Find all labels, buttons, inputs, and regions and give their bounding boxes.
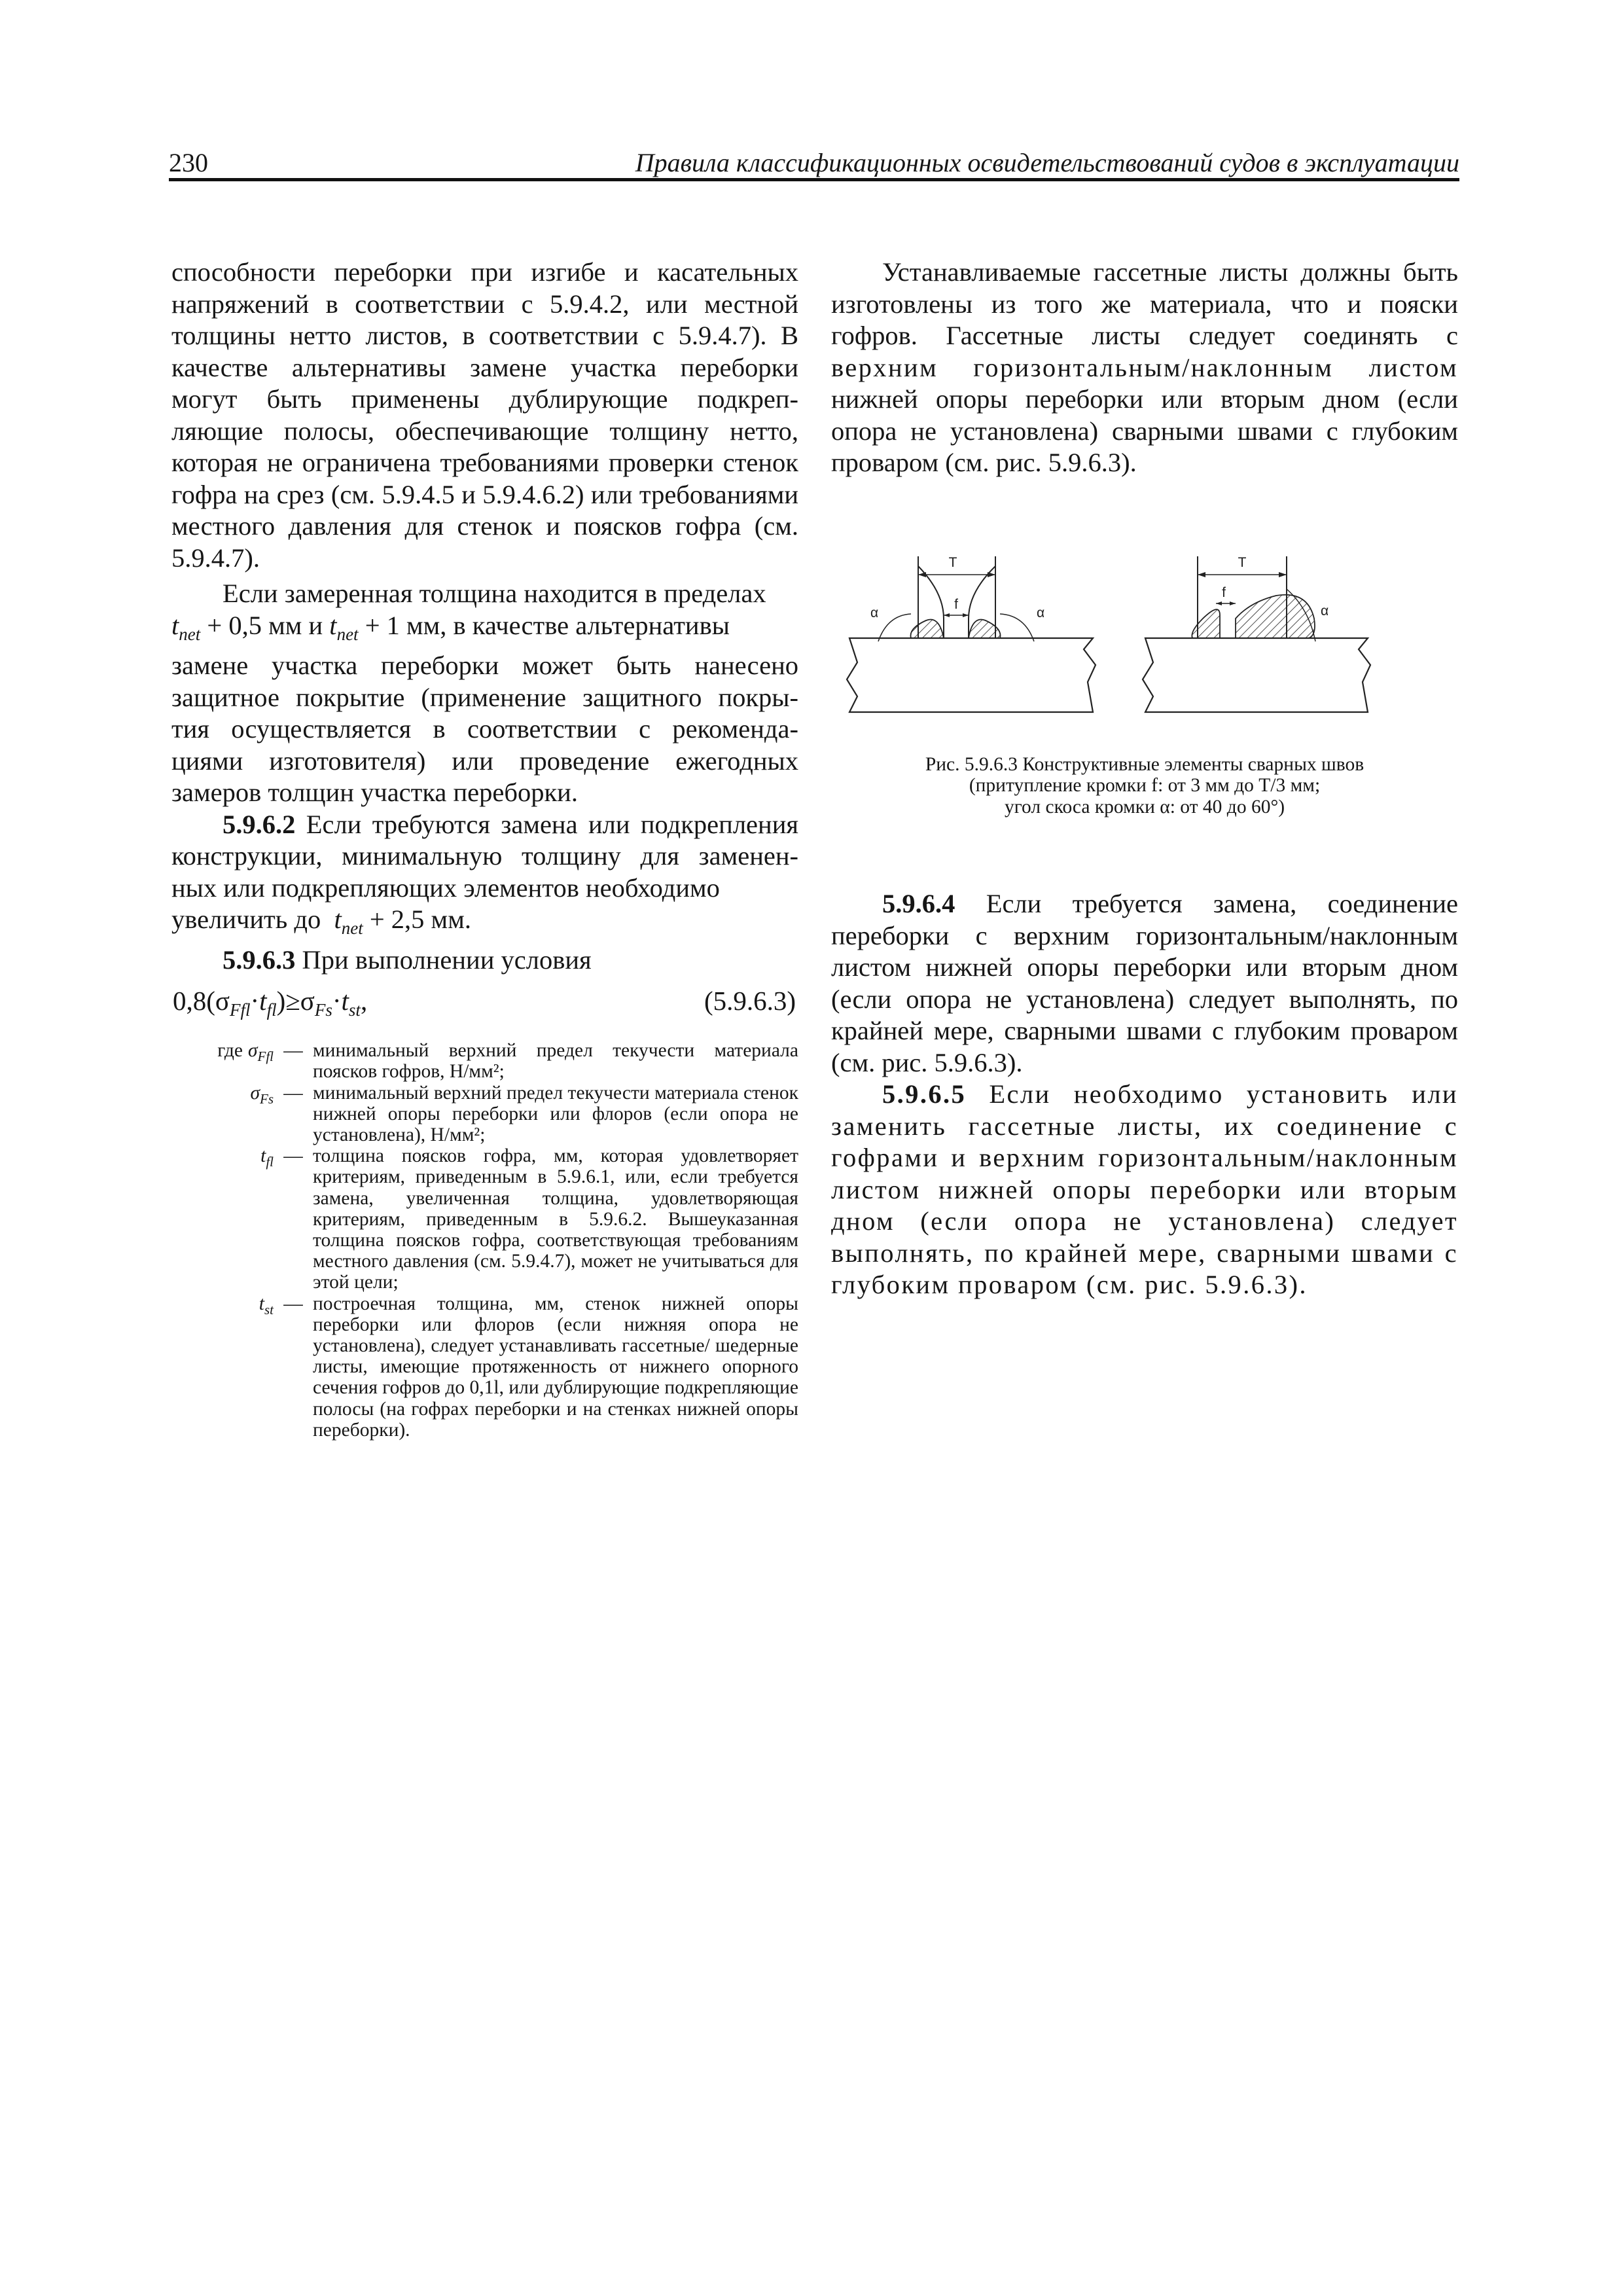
text-line: для этой цели;: [313, 1251, 798, 1293]
text-line: шедерные листы, имеющие протяженность от нижнего: [313, 1335, 799, 1378]
text-line: крайней мере, сварными швами с глубоким проваром: [831, 1016, 1458, 1045]
text-line: тия осуществляется в соответствии с рекоменда-: [171, 714, 798, 744]
definition-symbol: [171, 1145, 274, 1172]
weld-bead-left: [910, 619, 944, 637]
label-f: f: [954, 596, 958, 612]
header-rule: [169, 178, 1459, 181]
figure-weld-details: [831, 504, 1458, 753]
text-line: ляющие полосы, обеспечивающие толщину нетто,: [171, 416, 798, 446]
symbol-sub: net: [179, 624, 201, 644]
arrow-left: [1198, 572, 1205, 577]
caption-line: угол скоса кромки α: от 40 до 60°): [1004, 796, 1285, 817]
text-line: заменить гассетные листы, их соединение с: [831, 1111, 1458, 1141]
text-line: стенок нижней опоры переборки или флоров (если: [313, 1082, 798, 1124]
text-fragment: увеличить до: [171, 905, 321, 935]
definition-dash: —: [283, 1082, 303, 1103]
section-number: 5.9.6.3: [223, 944, 296, 975]
symbol: t: [259, 1293, 264, 1314]
text-line: замеров толщин участка переборки.: [171, 778, 578, 808]
paragraph-5-9-6-4: [831, 888, 1458, 1079]
symbol-sub: st: [264, 1301, 274, 1318]
definition-row: [171, 1145, 798, 1293]
caption-line: Рис. 5.9.6.3 Конструктивные элементы сварных швов: [925, 753, 1364, 775]
definition-text: [313, 1293, 798, 1441]
text-line: (если опора не установлена) следует выполнять, по: [831, 984, 1458, 1014]
text-line: Если требуются замена или подкрепления: [306, 809, 798, 839]
text-line: листом нижней опоры переборки или вторым дном: [831, 1174, 1458, 1236]
symbol-t: t: [171, 610, 179, 640]
text-line: ных или подкрепляющих элементов необходимо: [171, 872, 720, 903]
paragraph-continuation: [171, 257, 798, 574]
arrow-right: [1230, 601, 1236, 605]
formula-part: ·: [332, 986, 342, 1016]
paragraph-protective-coating: [171, 578, 798, 809]
text-line: циями изготовителя) или проведение ежегодных: [171, 745, 798, 776]
formula-symbol: t: [259, 986, 267, 1016]
text-line: которая не ограничена требованиями проверки: [171, 448, 714, 477]
symbol-sub: net: [341, 918, 363, 939]
weld-bead-small: [1192, 609, 1220, 638]
text-line: минимальный верхний предел текучести материала: [313, 1040, 798, 1062]
text-line: установлена), следует устанавливать гассетные/: [313, 1335, 710, 1357]
figure-caption: [831, 754, 1458, 818]
base-plate: [847, 638, 1096, 712]
section-number: 5.9.6.5: [882, 1079, 967, 1109]
formula-definitions: [171, 1040, 798, 1441]
text-line: минимальный верхний предел текучести материала: [313, 1082, 739, 1103]
definition-row: [171, 1040, 798, 1082]
weld-bead-large: [1236, 594, 1315, 637]
formula-symbol: t: [341, 986, 349, 1016]
formula-sub: Fs: [314, 1000, 332, 1020]
formula-number: (5.9.6.3): [704, 986, 796, 1016]
symbol: σ: [247, 1040, 258, 1062]
page-number: 230: [169, 148, 208, 177]
text-line: подкрепляющие полосы (на гофрах переборки и на: [313, 1377, 799, 1420]
symbol-sub: Ffl: [257, 1049, 274, 1065]
text-line: местного давления (см. 5.9.4.7), может не учитываться: [313, 1251, 765, 1272]
definition-symbol: [171, 1083, 274, 1109]
definition-row: [171, 1293, 798, 1441]
text-line: Если замеренная толщина находится в пределах: [223, 579, 766, 608]
weld-detail-double-bevel: [847, 555, 1096, 712]
symbol-sub: Fs: [260, 1090, 274, 1107]
where-label: где: [217, 1040, 243, 1062]
formula-part: ,: [360, 986, 368, 1016]
text-line: толщина поясков гофра, соответствующая требованиям: [313, 1230, 798, 1251]
text-line: требованиями местного давления для стенок и: [171, 479, 799, 541]
label-T: T: [948, 554, 957, 570]
text-line: защитное покрытие (применение защитного покры-: [171, 682, 798, 712]
symbol-sub: fl: [266, 1154, 274, 1170]
running-title: Правила классификационных освидетельствований судов в эксплуатации: [635, 148, 1459, 177]
text-fragment: + 0,5 мм и: [207, 610, 323, 640]
text-line: (см. рис. 5.9.6.3).: [1086, 1270, 1308, 1299]
page-header: [169, 143, 1459, 183]
arrow-left: [918, 572, 926, 577]
formula-5-9-6-3: [171, 985, 798, 1026]
paragraph-5-9-6-3: [171, 944, 798, 977]
text-fragment: + 1 мм, в качестве альтернативы: [365, 610, 730, 640]
text-line: листом нижней опоры переборки или вторым дном: [831, 952, 1458, 982]
symbol: t: [260, 1145, 266, 1167]
text-fragment: + 2,5 мм.: [369, 905, 471, 935]
text-line: нижней опоры переборки или вторым дном (если: [831, 384, 1458, 414]
formula-part: 0,8(σ: [173, 986, 230, 1016]
formula-part: ·: [250, 986, 260, 1016]
text-line: (см. рис. 5.9.6.3).: [831, 1047, 1023, 1077]
label-alpha: α: [1037, 605, 1045, 620]
text-line: опорного сечения гофров до 0,1l, или дублирующие: [313, 1356, 799, 1399]
angle-arc: [878, 614, 911, 641]
text-line: толщины нетто листов, в соответствии с 5.9.4.7).: [171, 321, 767, 350]
arrow-right: [963, 613, 969, 617]
definition-text: [313, 1083, 798, 1146]
text-line: верхним горизонтальным/наклонным листом: [831, 352, 1458, 382]
text-line: способности переборки при изгибе и касательных: [171, 257, 798, 287]
symbol: σ: [250, 1082, 260, 1103]
formula-part: )≥σ: [276, 986, 315, 1016]
text-line: переборки или флоров (если нижняя опора не: [313, 1314, 798, 1335]
text-line: опора не установлена), Н/мм²;: [313, 1103, 798, 1145]
text-line: опора не установлена) сварными швами с глубоким: [831, 416, 1458, 446]
text-line: стенок гофра на срез (см. 5.9.4.5 и 5.9.4.6.2) или: [171, 448, 798, 509]
arrow-left: [1216, 601, 1222, 605]
paragraph-5-9-6-2: [171, 809, 798, 944]
text-line: гофров. Гассетные листы следует соединять с: [831, 321, 1458, 350]
definition-symbol: [171, 1040, 274, 1067]
text-line: крайней мере, сварными швами с глубоким проваром: [831, 1238, 1458, 1299]
text-line: построечная толщина, мм, стенок нижней опоры: [313, 1293, 798, 1314]
text-line: толщина поясков гофра, мм, которая удовлетворяет: [313, 1145, 798, 1167]
caption-line: (притупление кромки f: от 3 мм до T/3 мм;: [969, 775, 1321, 796]
weld-detail-single-bevel: [1143, 555, 1370, 712]
base-plate: [1143, 638, 1370, 712]
text-line: переборки с верхним горизонтальным/наклонным: [831, 920, 1458, 950]
label-alpha: α: [1321, 603, 1329, 619]
text-line: Если необходимо установить или: [989, 1079, 1458, 1109]
formula-sub: st: [348, 1000, 361, 1020]
text-line: поясков гофра (см. 5.9.4.7).: [171, 511, 798, 573]
text-line: При выполнении условия: [302, 944, 592, 975]
text-line: проваром (см. рис. 5.9.6.3).: [831, 448, 1137, 477]
paragraph-gusset-plates: [831, 257, 1458, 479]
text-line: (если опора не установлена) следует выполнять, по: [831, 1206, 1458, 1268]
text-line: поясков гофров, Н/мм²;: [313, 1061, 505, 1083]
arrow-right: [988, 572, 995, 577]
text-line: замена, увеличенная толщина, удовлетворяющая: [313, 1187, 798, 1209]
definition-text: [313, 1040, 798, 1082]
text-line: изготовлены из того же материала, что и пояски: [831, 289, 1458, 319]
section-number: 5.9.6.4: [882, 889, 955, 918]
definition-text: [313, 1145, 798, 1293]
symbol-sub: net: [336, 624, 359, 644]
weld-diagram: [831, 504, 1458, 753]
text-line: гофрами и верхним горизонтальным/наклонным: [831, 1143, 1458, 1172]
text-line: замене участка переборки может быть нанесено: [171, 651, 798, 681]
text-line: В качестве альтернативы замене участка переборки: [171, 321, 798, 382]
formula-sub: fl: [266, 1000, 277, 1020]
angle-arc: [1000, 614, 1034, 641]
definition-dash: —: [283, 1145, 303, 1167]
arrow-right: [1279, 572, 1287, 577]
text-line: могут быть применены дублирующие подкреп-: [171, 384, 798, 414]
label-f: f: [1222, 584, 1226, 600]
symbol-t: t: [329, 610, 337, 640]
label-T: T: [1238, 554, 1247, 570]
text-line: конструкции, минимальную толщину для заменен-: [171, 841, 798, 871]
text-line: напряжений в соответствии с 5.9.4.2, или местной: [171, 289, 798, 319]
formula-expression: [173, 985, 367, 1026]
text-line: критериям, приведенным в 5.9.6.1, или, если требуется: [313, 1166, 798, 1188]
formula-sub: Ffl: [230, 1000, 251, 1020]
text-line: Если требуется замена, соединение: [986, 889, 1459, 918]
definition-row: [171, 1083, 798, 1146]
symbol-t: t: [334, 905, 342, 935]
definition-dash: —: [283, 1293, 303, 1314]
paragraph-5-9-6-5: [831, 1079, 1458, 1301]
left-column: [171, 257, 798, 1441]
right-column: [831, 257, 1458, 1301]
text-line: Устанавливаемые гассетные листы должны быть: [882, 257, 1458, 287]
text-line: стенках нижней опоры переборки).: [313, 1398, 798, 1441]
text-line: критериям, приведенным в 5.9.6.2. Вышеуказанная: [313, 1208, 798, 1230]
definition-symbol: [171, 1293, 274, 1320]
section-number: 5.9.6.2: [223, 809, 296, 839]
label-alpha: α: [870, 605, 879, 620]
arrow-left: [944, 613, 950, 617]
definition-dash: —: [283, 1040, 303, 1062]
